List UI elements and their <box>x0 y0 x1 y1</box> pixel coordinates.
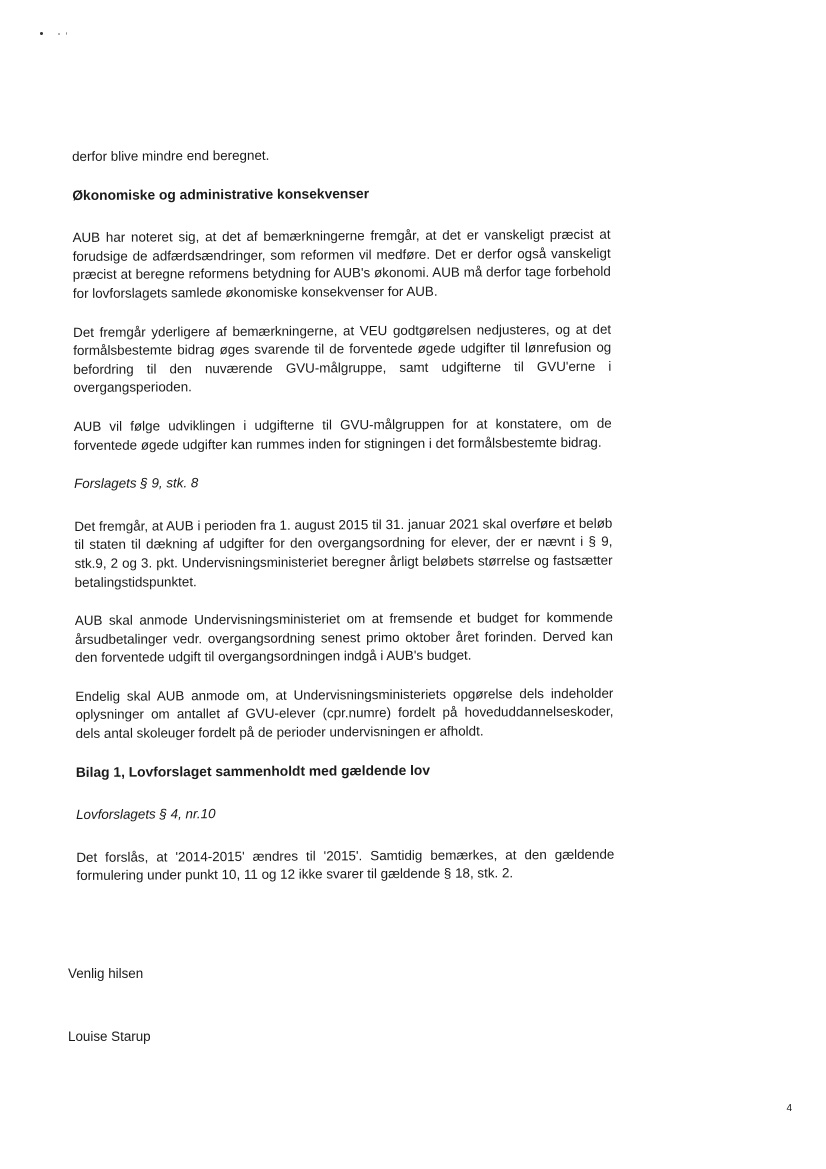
document-body <box>72 145 614 886</box>
paragraph: AUB skal anmode Undervisningsministeriet om at fremsende et budget for kommende årsudbetalinger vedr. overgangsordning senest primo oktober året forinden. Derved kan den forventede udgift til overgangsordningen indgå i AUB's budget. <box>74 609 614 666</box>
paragraph: AUB har noteret sig, at det af bemærkningerne fremgår, at det er vanskeligt præcist at forudsige de adfærdsændringer, som reformen vil medføre. Det er derfor også vanskeligt præcist at beregne reformens betydning for AUB's økonomi. AUB må derfor tage forbehold for lovforslagets samlede økonomiske konsekvenser for AUB. <box>72 226 611 301</box>
section-subheading-italic: Lovforslagets § 4, nr.10 <box>76 806 216 823</box>
closing-greeting: Venlig hilsen <box>68 966 144 981</box>
paragraph: Det fremgår yderligere af bemærkningerne, at VEU godtgørelsen nedjusteres, og at det formålsbestemte bidrag øges svarende til de forventede øgede udgifter til lønrefusion og befordring til den nuværende GVU-målgruppe, samt udgifterne til GVU'erne i overgangsperioden. <box>73 321 612 396</box>
section-heading-economic: Økonomiske og administrative konsekvenser <box>72 185 370 203</box>
scan-artifact <box>38 30 78 38</box>
paragraph: Det fremgår, at AUB i perioden fra 1. august 2015 til 31. januar 2021 skal overføre et beløb til staten til dækning af udgifter for den overgangsordning for elever, der er nævnt i § 9, stk.9, 2 og 3. pkt. Undervisningsministeriet beregner årligt beløbets størrelse og fastsætter betalingstidspunktet. <box>74 515 613 590</box>
signature-name: Louise Starup <box>68 1029 151 1044</box>
section-subheading-italic: Forslagets § 9, stk. 8 <box>74 475 199 492</box>
paragraph: Det forslås, at '2014-2015' ændres til '2015'. Samtidig bemærkes, at den gældende formulering under punkt 10, 11 og 12 ikke svarer til gældende § 18, stk. 2. <box>76 846 615 884</box>
paragraph: AUB vil følge udviklingen i udgifterne til GVU-målgruppen for at konstatere, om de forventede øgede udgifter kan rummes inden for stigningen i det formålsbestemte bidrag. <box>73 415 612 453</box>
section-heading-appendix: Bilag 1, Lovforslaget sammenholdt med gældende lov <box>75 762 431 780</box>
page-number: 4 <box>786 1103 792 1114</box>
paragraph: Endelig skal AUB anmode om, at Undervisningsministeriets opgørelse dels indeholder oplysninger om antallet af GVU-elever (cpr.numre) fordelt på hoveduddannelseskoder, dels antal skoleuger fordelt på de perioder undervisningen er afholdt. <box>75 685 614 742</box>
intro-line: derfor blive mindre end beregnet. <box>72 147 270 164</box>
